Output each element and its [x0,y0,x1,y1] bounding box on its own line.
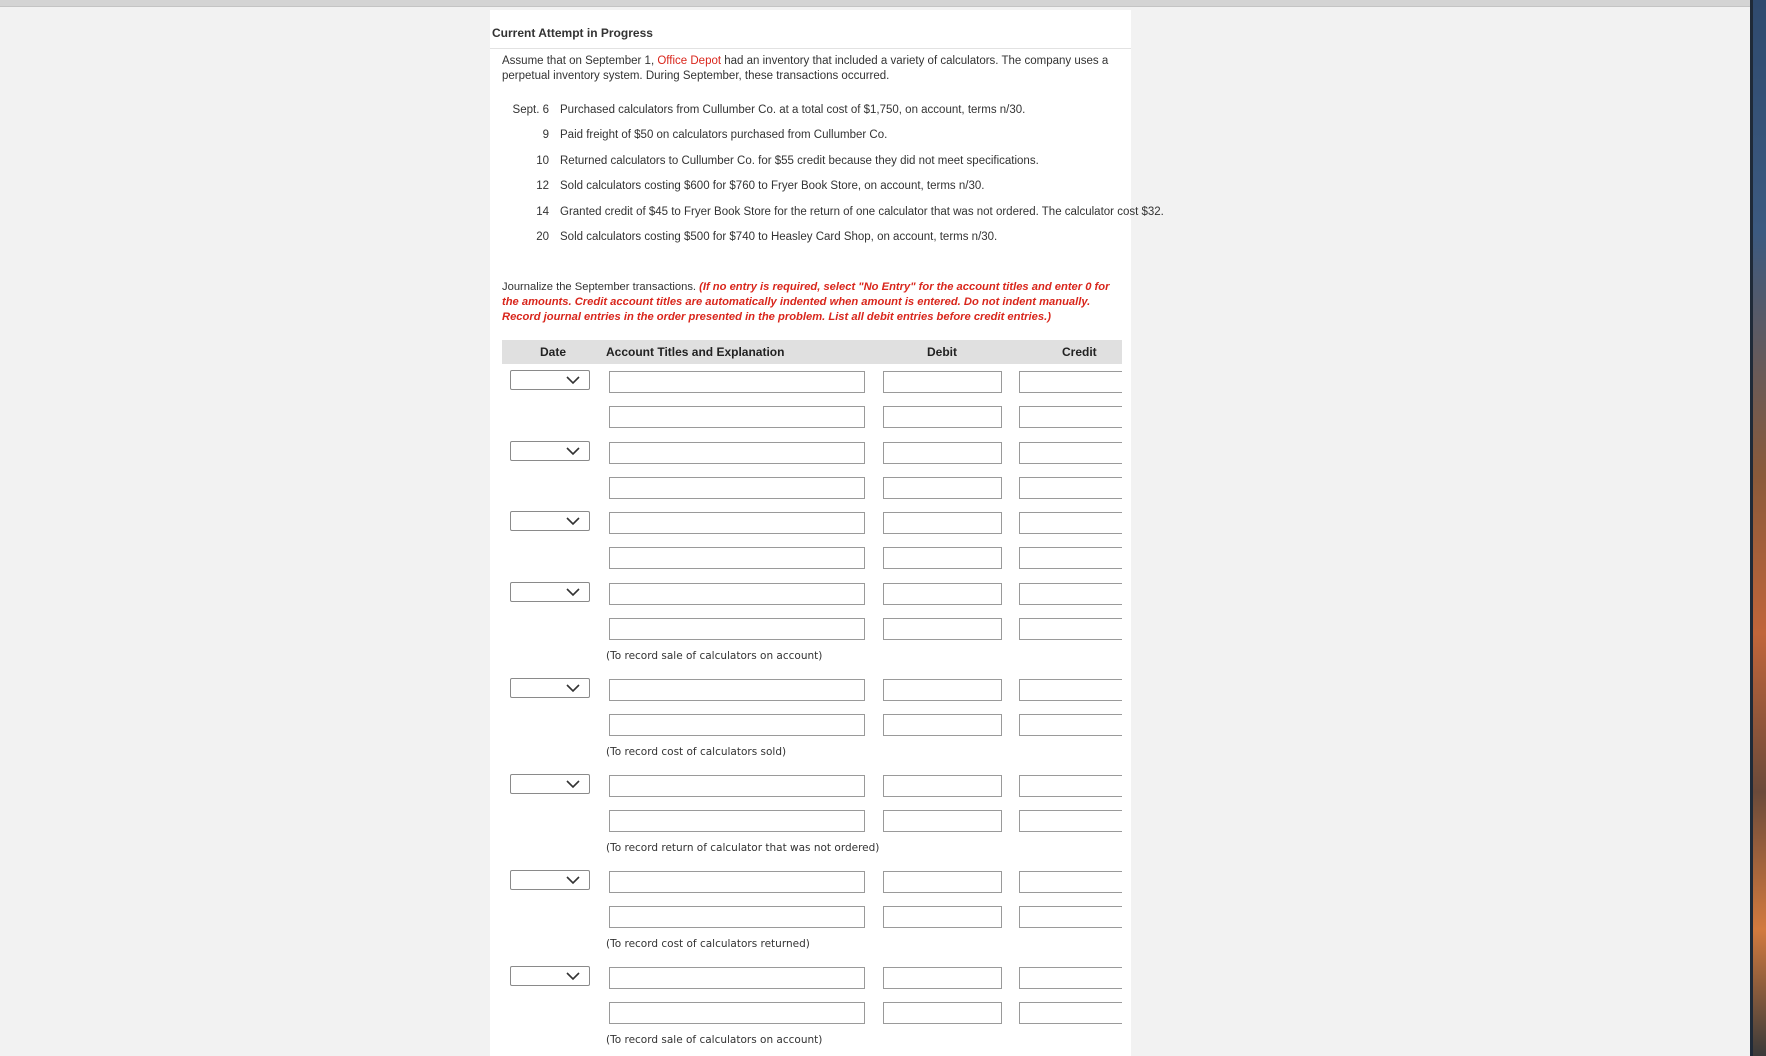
chevron-down-icon [566,516,580,526]
transaction-text: Granted credit of $45 to Fryer Book Store for the return of one calculator that was not ordered. The calculator cost $32. [560,206,1164,218]
credit-input[interactable] [1019,547,1122,569]
transaction-date: 10 [536,155,549,167]
credit-input[interactable] [1019,618,1122,640]
account-title-input[interactable] [609,967,865,989]
debit-column-header: Debit [927,345,957,359]
account-title-input[interactable] [609,714,865,736]
credit-input[interactable] [1019,906,1122,928]
date-dropdown[interactable] [510,582,590,602]
debit-input[interactable] [883,1002,1002,1024]
transaction-text: Sold calculators costing $500 for $740 to Heasley Card Shop, on account, terms n/30. [560,231,998,243]
date-dropdown[interactable] [510,966,590,986]
account-title-input[interactable] [609,775,865,797]
chevron-down-icon [566,587,580,597]
chevron-down-icon [566,683,580,693]
debit-input[interactable] [883,512,1002,534]
credit-input[interactable] [1019,871,1122,893]
credit-input[interactable] [1019,967,1122,989]
question-card [490,10,1164,1056]
account-title-input[interactable] [609,679,865,701]
transaction-date: 14 [536,206,549,218]
chevron-down-icon [566,446,580,456]
transaction-date: 9 [542,129,549,141]
top-bar [0,0,1750,7]
transaction-date: Sept. 6 [512,104,549,116]
credit-column-header: Credit [1062,345,1097,359]
transaction-text: Purchased calculators from Cullumber Co. at a total cost of $1,750, on account, terms n/30. [560,104,1026,116]
account-title-input[interactable] [609,371,865,393]
debit-input[interactable] [883,714,1002,736]
background-photo-strip [1750,0,1766,1056]
date-dropdown[interactable] [510,370,590,390]
debit-input[interactable] [883,477,1002,499]
transaction-text: Sold calculators costing $600 for $760 to Fryer Book Store, on account, terms n/30. [560,180,985,192]
account-title-input[interactable] [609,442,865,464]
credit-input[interactable] [1019,679,1122,701]
chevron-down-icon [566,971,580,981]
debit-input[interactable] [883,406,1002,428]
date-column-header: Date [540,345,567,359]
transaction-text: Returned calculators to Cullumber Co. for $55 credit because they did not meet specifications. [560,155,1039,167]
transaction-row [502,206,1164,222]
entry-explanation: (To record sale of calculators on account) [606,650,823,662]
account-title-input[interactable] [609,1002,865,1024]
transaction-date: 20 [536,231,549,243]
date-dropdown[interactable] [510,678,590,698]
credit-input[interactable] [1019,1002,1122,1024]
entry-explanation: (To record return of calculator that was not ordered) [606,842,880,854]
date-dropdown[interactable] [510,441,590,461]
account-title-input[interactable] [609,547,865,569]
credit-input[interactable] [1019,442,1122,464]
account-title-input[interactable] [609,406,865,428]
debit-input[interactable] [883,371,1002,393]
debit-input[interactable] [883,583,1002,605]
debit-input[interactable] [883,775,1002,797]
debit-input[interactable] [883,618,1002,640]
account-title-input[interactable] [609,477,865,499]
journal-table-header [502,340,1122,364]
entry-explanation: (To record sale of calculators on account) [606,1034,823,1046]
credit-input[interactable] [1019,775,1122,797]
transaction-row [502,180,1122,196]
account-title-input[interactable] [609,618,865,640]
debit-input[interactable] [883,442,1002,464]
transaction-text: Paid freight of $50 on calculators purchased from Cullumber Co. [560,129,888,141]
transaction-row [502,129,1122,145]
account-title-input[interactable] [609,583,865,605]
credit-input[interactable] [1019,477,1122,499]
account-title-input[interactable] [609,512,865,534]
debit-input[interactable] [883,547,1002,569]
account-column-header: Account Titles and Explanation [606,345,785,359]
account-title-input[interactable] [609,906,865,928]
credit-input[interactable] [1019,583,1122,605]
date-dropdown[interactable] [510,774,590,794]
credit-input[interactable] [1019,406,1122,428]
intro-text-after: had an inventory that included a variety of calculators. The company uses a perpetual inventory system. During September, these transactions occurred. [502,55,1109,82]
chevron-down-icon [566,875,580,885]
account-title-input[interactable] [609,871,865,893]
chevron-down-icon [566,375,580,385]
transaction-row [502,155,1122,171]
debit-input[interactable] [883,679,1002,701]
transaction-row [502,104,1122,120]
transaction-row [502,231,1122,247]
entry-explanation: (To record cost of calculators returned) [606,938,810,950]
chevron-down-icon [566,779,580,789]
instructions [502,280,1122,325]
credit-input[interactable] [1019,714,1122,736]
credit-input[interactable] [1019,371,1122,393]
transaction-date: 12 [536,180,549,192]
debit-input[interactable] [883,810,1002,832]
page-title: Current Attempt in Progress [492,26,653,40]
company-link: Office Depot [657,55,722,67]
debit-input[interactable] [883,967,1002,989]
account-title-input[interactable] [609,810,865,832]
instructions-note: (If no entry is required, select "No Entry" for the account titles and enter 0 for the amounts. Credit account titles are automatically indented when amount is entered. Do not indent manually. Record journal entries in the order presented in the problem. List all debit entries before credit entries.) [502,281,1110,323]
entry-explanation: (To record cost of calculators sold) [606,746,787,758]
debit-input[interactable] [883,906,1002,928]
date-dropdown[interactable] [510,870,590,890]
card-header [490,24,1131,49]
credit-input[interactable] [1019,512,1122,534]
intro-text-before: Assume that on September 1, [502,55,658,67]
date-dropdown[interactable] [510,511,590,531]
instructions-lead: Journalize the September transactions. [502,281,700,293]
debit-input[interactable] [883,871,1002,893]
credit-input[interactable] [1019,810,1122,832]
problem-intro [502,54,1117,84]
